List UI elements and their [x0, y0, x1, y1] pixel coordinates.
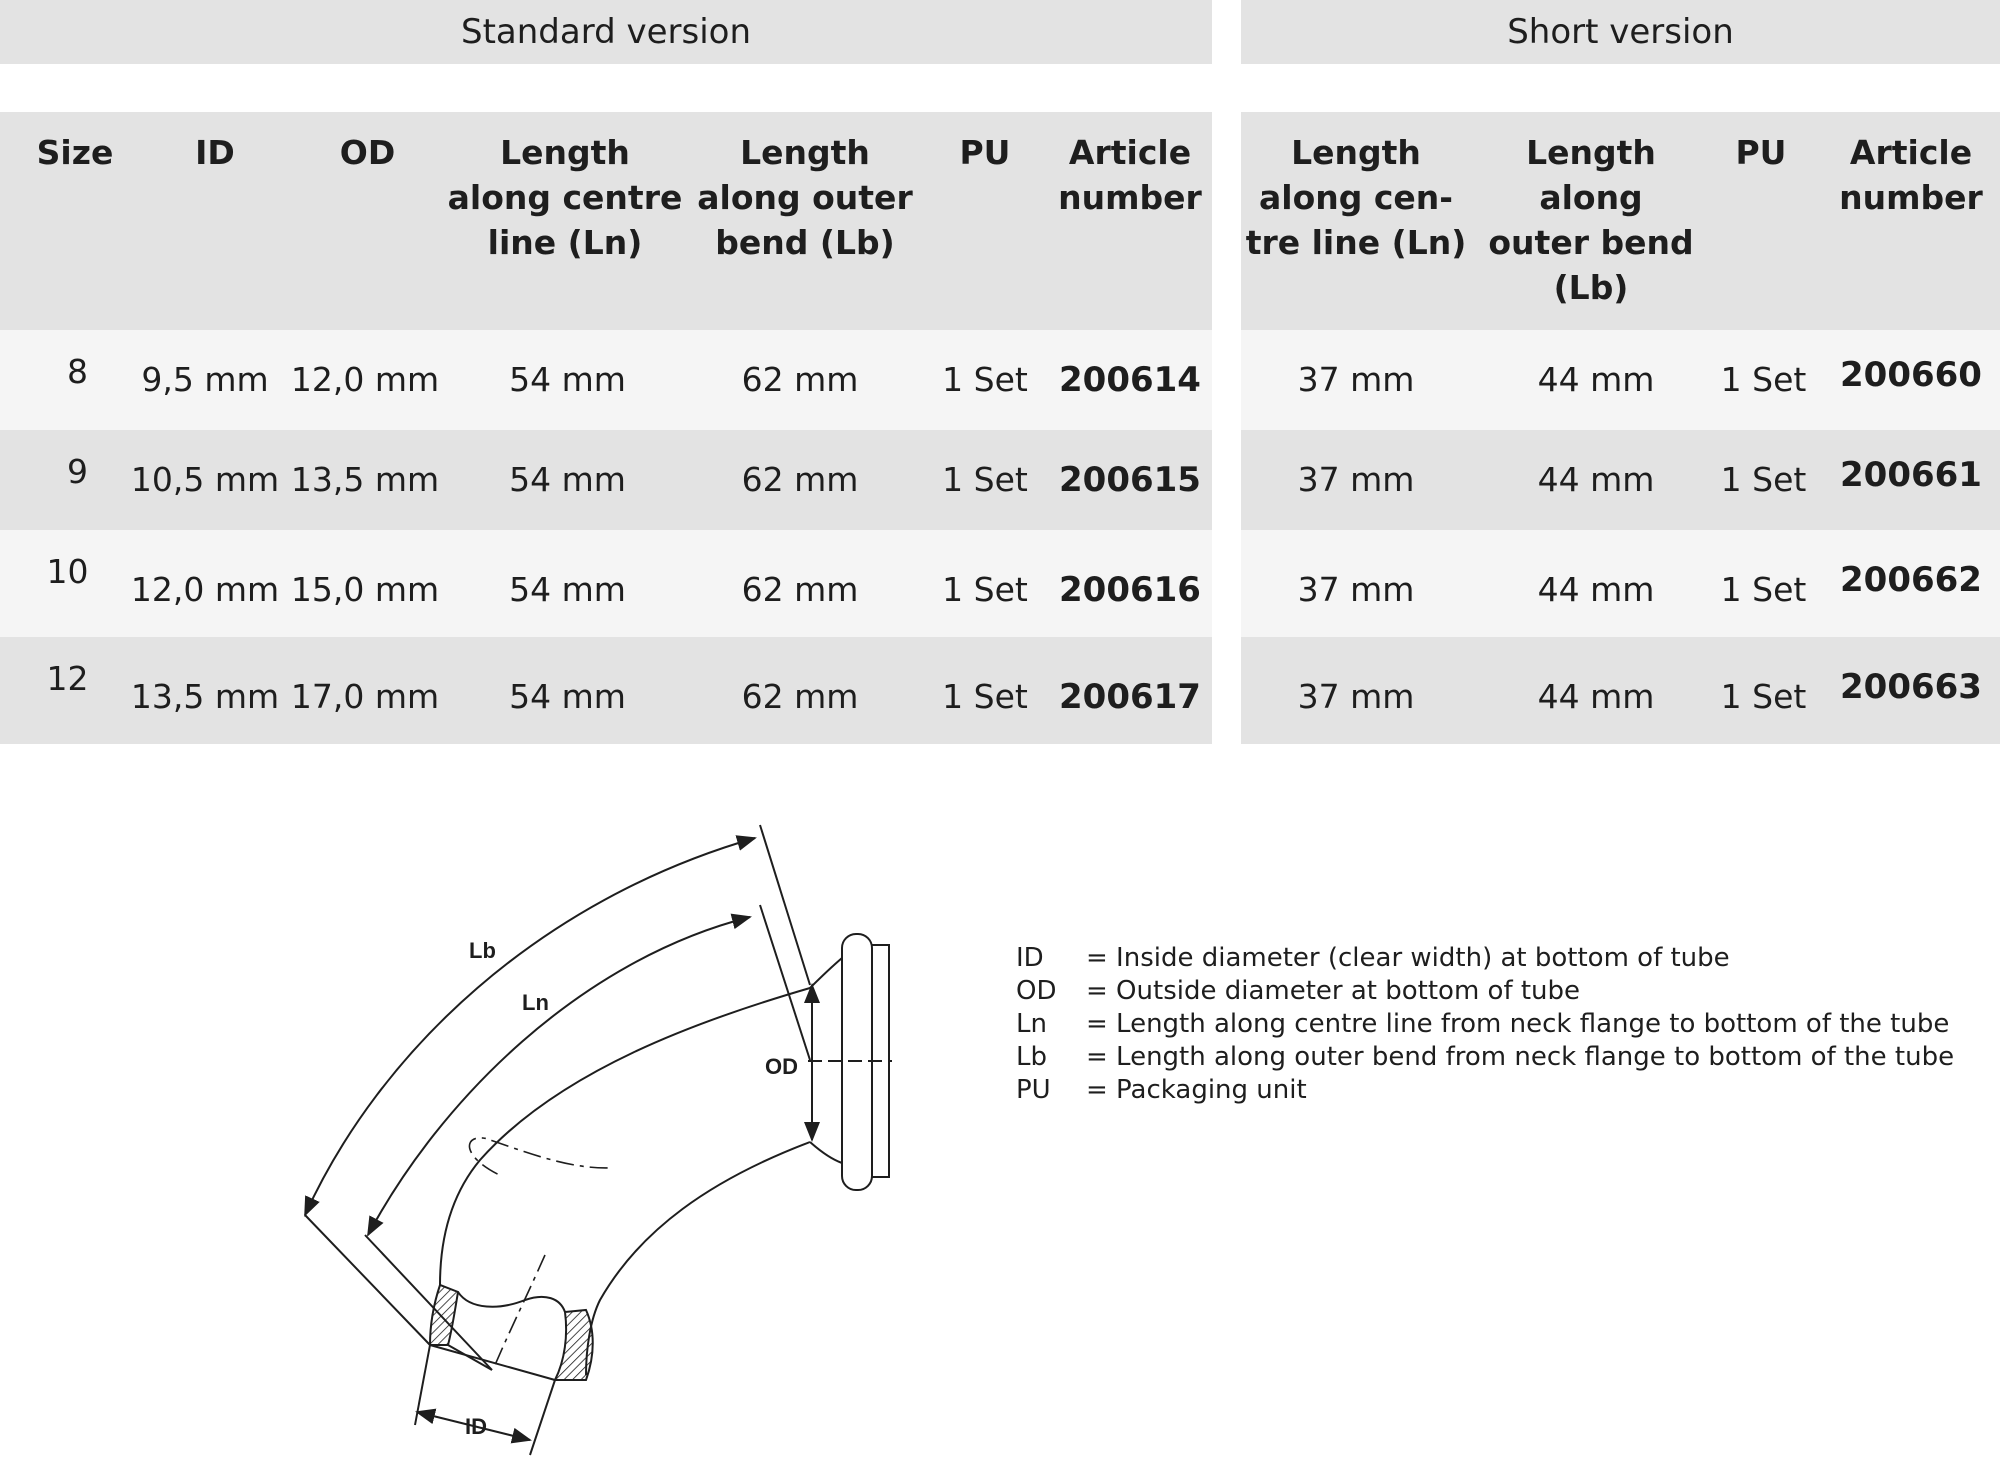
short-column-headers — [1241, 112, 2000, 330]
legend-desc: = Length along centre line from neck flange to bottom of the tube — [1086, 1009, 1950, 1039]
cell-short-length-outer-bend: 44 mm — [1537, 570, 1655, 609]
cell-short-pu: 1 Set — [1720, 460, 1807, 499]
table-row — [1241, 430, 2000, 530]
cell-length-outer-bend: 62 mm — [741, 570, 859, 609]
legend-abbr: Ln — [1016, 1009, 1047, 1039]
header-pu: PU — [959, 133, 1011, 172]
cell-od: 15,0 mm — [290, 570, 440, 609]
cell-size: 9 — [67, 452, 88, 491]
table-row — [1241, 637, 2000, 744]
header-length-centre-line: Length along centre line (Ln) — [447, 133, 683, 262]
short-header-article-number: Article number — [1839, 133, 1983, 217]
cell-length-centre-line: 54 mm — [509, 460, 626, 499]
header-od: OD — [339, 133, 396, 172]
legend-desc: = Outside diameter at bottom of tube — [1086, 976, 1581, 1006]
cell-pu: 1 Set — [942, 360, 1028, 399]
header-id: ID — [195, 133, 235, 172]
standard-column-headers — [0, 112, 1212, 330]
table-row — [0, 530, 1212, 637]
cell-size: 12 — [46, 659, 89, 698]
table-row — [0, 330, 1212, 430]
label-ln: Ln — [522, 990, 549, 1015]
cell-short-pu: 1 Set — [1720, 570, 1807, 609]
cell-od: 17,0 mm — [290, 677, 440, 716]
cell-length-outer-bend: 62 mm — [741, 460, 859, 499]
legend-abbr: OD — [1016, 976, 1057, 1006]
cell-length-outer-bend: 62 mm — [741, 360, 859, 399]
table-row — [0, 430, 1212, 530]
cell-short-article-number: 200660 — [1840, 355, 1982, 395]
header-article-number: Article number — [1058, 133, 1202, 217]
legend-abbr: PU — [1016, 1075, 1051, 1105]
cell-od: 12,0 mm — [290, 360, 440, 399]
cell-short-length-centre-line: 37 mm — [1297, 677, 1415, 716]
legend-desc: = Inside diameter (clear width) at bottom of tube — [1086, 943, 1730, 973]
cell-length-outer-bend: 62 mm — [741, 677, 859, 716]
cell-short-pu: 1 Set — [1720, 677, 1807, 716]
cell-od: 13,5 mm — [290, 460, 440, 499]
cell-id: 12,0 mm — [130, 570, 280, 609]
table-row — [0, 637, 1212, 744]
cell-short-length-centre-line: 37 mm — [1297, 460, 1415, 499]
cell-short-pu: 1 Set — [1720, 360, 1807, 399]
cell-pu: 1 Set — [942, 570, 1028, 609]
table-row — [1241, 530, 2000, 637]
short-header-length-centre-line: Length along cen- tre line (Ln) — [1245, 133, 1467, 262]
legend-abbr: Lb — [1016, 1042, 1047, 1072]
cell-short-length-outer-bend: 44 mm — [1537, 460, 1655, 499]
cell-length-centre-line: 54 mm — [509, 677, 626, 716]
cell-pu: 1 Set — [942, 677, 1028, 716]
legend-desc: = Packaging unit — [1086, 1075, 1307, 1105]
label-lb: Lb — [469, 938, 496, 963]
cell-id: 10,5 mm — [130, 460, 280, 499]
cell-short-length-outer-bend: 44 mm — [1537, 677, 1655, 716]
header-size: Size — [36, 133, 114, 172]
legend-desc: = Length along outer bend from neck flange to bottom of the tube — [1086, 1042, 1955, 1072]
header-length-outer-bend: Length along outer bend (Lb) — [697, 133, 913, 262]
cell-article-number: 200616 — [1059, 570, 1201, 610]
tube-bend-drawing — [280, 800, 920, 1460]
cell-short-article-number: 200663 — [1840, 667, 1982, 707]
short-header-length-outer-bend: Length along outer bend (Lb) — [1488, 133, 1694, 307]
label-od: OD — [765, 1054, 798, 1079]
standard-version-title: Standard version — [0, 0, 1212, 64]
legend-abbr: ID — [1016, 943, 1044, 973]
table-row — [1241, 330, 2000, 430]
cell-length-centre-line: 54 mm — [509, 360, 626, 399]
cell-length-centre-line: 54 mm — [509, 570, 626, 609]
cell-id: 13,5 mm — [130, 677, 280, 716]
cell-article-number: 200615 — [1059, 460, 1201, 500]
cell-id: 9,5 mm — [141, 360, 269, 399]
cell-short-length-centre-line: 37 mm — [1297, 360, 1415, 399]
short-version-title: Short version — [1241, 0, 2000, 64]
cell-short-article-number: 200662 — [1840, 560, 1982, 600]
cell-size: 8 — [67, 352, 88, 391]
cell-short-article-number: 200661 — [1840, 455, 1982, 495]
cell-pu: 1 Set — [942, 460, 1028, 499]
cell-short-length-outer-bend: 44 mm — [1537, 360, 1655, 399]
label-id: ID — [465, 1414, 487, 1439]
cell-size: 10 — [46, 552, 89, 591]
short-header-pu: PU — [1735, 133, 1787, 172]
cell-short-length-centre-line: 37 mm — [1297, 570, 1415, 609]
cell-article-number: 200617 — [1059, 677, 1201, 717]
cell-article-number: 200614 — [1059, 360, 1201, 400]
